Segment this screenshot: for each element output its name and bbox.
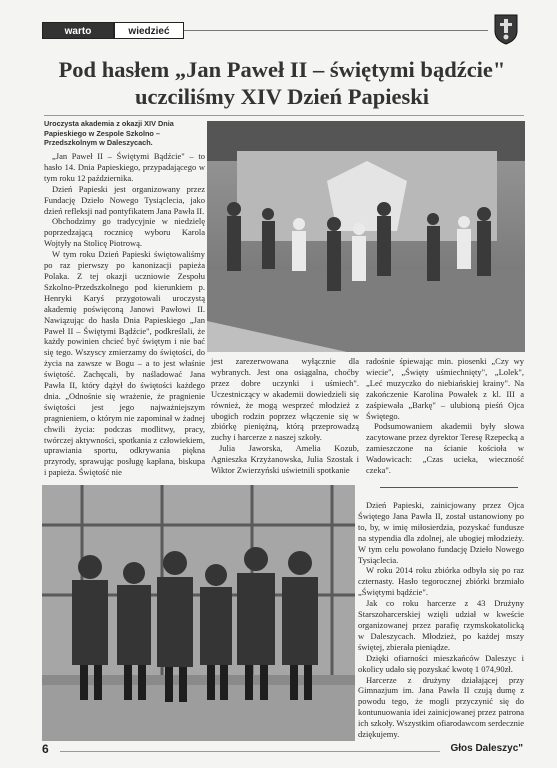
paragraph: radośnie śpiewając min. piosenki „Czy wy wiecie", „Święty uśmiechnięty", „Lolek", „Leć muzyczko do niebiańskiej krainy". Na zakończenie Karolina Powałek z kl. III a zaśpiewała „Barkę" – ulubioną pieśń Ojca Świętego.	[366, 356, 524, 421]
column-separator	[380, 487, 518, 488]
text-column-1	[44, 151, 205, 478]
header-rule	[184, 30, 488, 31]
paragraph: W tym roku Dzień Papieski świętowaliśmy po raz pierwszy po kanonizacji papieża Polaka. Z tej okazji uczniowie Zespołu Szkolno-Przedszkolnego pod kierunkiem p. Henryki Karyś przygotowali uroczystą akademię poświęconą Janowi Pawłowi II. Nawiązując do hasła Dnia Papieskiego „Jan Paweł II – Świętymi Bądźcie", podkreślali, że każdy powinien chcieć być świętym i nie bać się tego. Wszyscy zmierzamy do świętości, do życia na zawsze w Bogu – a to jest właśnie świętość. Zachęcali, by naśladować Jana Pawła II, który dążył do świętości każdego dnia. „Odnośnie się wrażenie, że pragnienie świętości jest jego najważniejszym pragnieniem, o którym nie zapominał w żadnej chwili życia: podczas modlitwy, pracy, twórczej aktywności, spotkania z człowiekiem, uprawiania sportu, odkrywania piękna przyrody, sprawując posługę kapłana, biskupa i papieża. Świętość nie	[44, 249, 205, 478]
paragraph: Julia Jaworska, Amelia Kozub, Agnieszka Krzyżanowska, Julia Szostak i Wiktor Zwierzyński uświetnili spotkanie	[211, 443, 359, 476]
town-crest-icon	[493, 13, 519, 45]
article-title-line2: uczciliśmy XIV Dzień Papieski	[135, 84, 429, 109]
paragraph: Harcerze z drużyny działającej przy Gimnazjum im. Jana Pawła II czują dumę z powodu tego, że mogli przyczynić się do kontunuowania idei zainicjowanej przez patrona ich szkoły. Wszystkim ofiarodawcom serdecznie dziękujemy.	[358, 674, 524, 740]
paragraph: Jak co roku harcerze z 43 Drużyny Starszoharcerskiej wzięli udział w kweście organizowanej przez parafię rzymskokatolicką w Daleszycach. Młodzież, po każdej mszy świętej, zbierała pieniądze.	[358, 598, 524, 652]
paragraph: Podsumowaniem akademii były słowa zacytowane przez dyrektor Teresę Rzepecką a zamieszczone na ścianie kościoła w Wadowicach: „Czas ucieka, wieczność czeka".	[366, 421, 524, 476]
paragraph: jest zarezerwowana wyłącznie dla wybranych. Jest ona osiągalna, choćby przez dobre uczynki i uśmiech". Uczestniczący w akademii dowiedzieli się również, że mogą wesprzeć młodzież z ubogich rodzin poprzez włączenie się w zbiórkę pieniężną, którą przeprowadzą zuchy i harcerze z naszej szkoły.	[211, 356, 359, 443]
paragraph: Obchodzimy go tradycyjnie w niedzielę poprzedzającą rocznicę wyboru Karola Wojtyły na Stolicę Piotrową.	[44, 216, 205, 249]
paragraph: Dzięki ofiarności mieszkańców Daleszyc i okolicy udało się pozyskać kwotę 1 074,90zł.	[358, 652, 524, 674]
section-tag-warto: warto	[42, 22, 114, 39]
article-title-line1: Pod hasłem „Jan Paweł II – świętymi bądźcie"	[58, 57, 506, 82]
paragraph: Dzień Papieski jest organizowany przez Fundację Dzieło Nowego Tysiąclecia, jako dzień refleksji nad pontyfikatem Jana Pawła II.	[44, 183, 205, 216]
paragraph: „Jan Paweł II – Świętymi Bądźcie" – to hasło 14. Dnia Papieskiego, przypadającego w tym roku 12 października.	[44, 151, 205, 183]
photo-scouts-group	[42, 485, 355, 741]
text-column-4	[358, 500, 524, 740]
text-column-3	[366, 356, 524, 476]
paragraph: Dzień Papieski, zainicjowany przez Ojca Świętego Jana Pawła II, został ustanowiony po to, by, w imię miłosierdzia, pozyskać fundusze na stypendia dla zdolnej, ale ubogiej młodzieży. W tym celu powołano fundację Dzieło Nowego Tysiąclecia.	[358, 500, 524, 565]
publication-name: Głos Daleszyc"	[450, 743, 523, 754]
footer-rule	[60, 751, 440, 752]
page-number: 6	[42, 742, 49, 756]
title-rule	[44, 115, 524, 116]
paragraph: W roku 2014 roku zbiórka odbyła się po raz czternasty. Hasło tegorocznej zbiórki brzmiało „Świętymi bądźcie".	[358, 565, 524, 598]
text-column-2	[211, 356, 359, 476]
photo-stage-performance	[207, 121, 525, 352]
article-lead: Uroczysta akademia z okazji XIV Dnia Papieskiego w Zespole Szkolno – Przedszkolnym w Daleszycach.	[44, 119, 174, 148]
section-tag-wiedziec: wiedzieć	[114, 22, 184, 39]
